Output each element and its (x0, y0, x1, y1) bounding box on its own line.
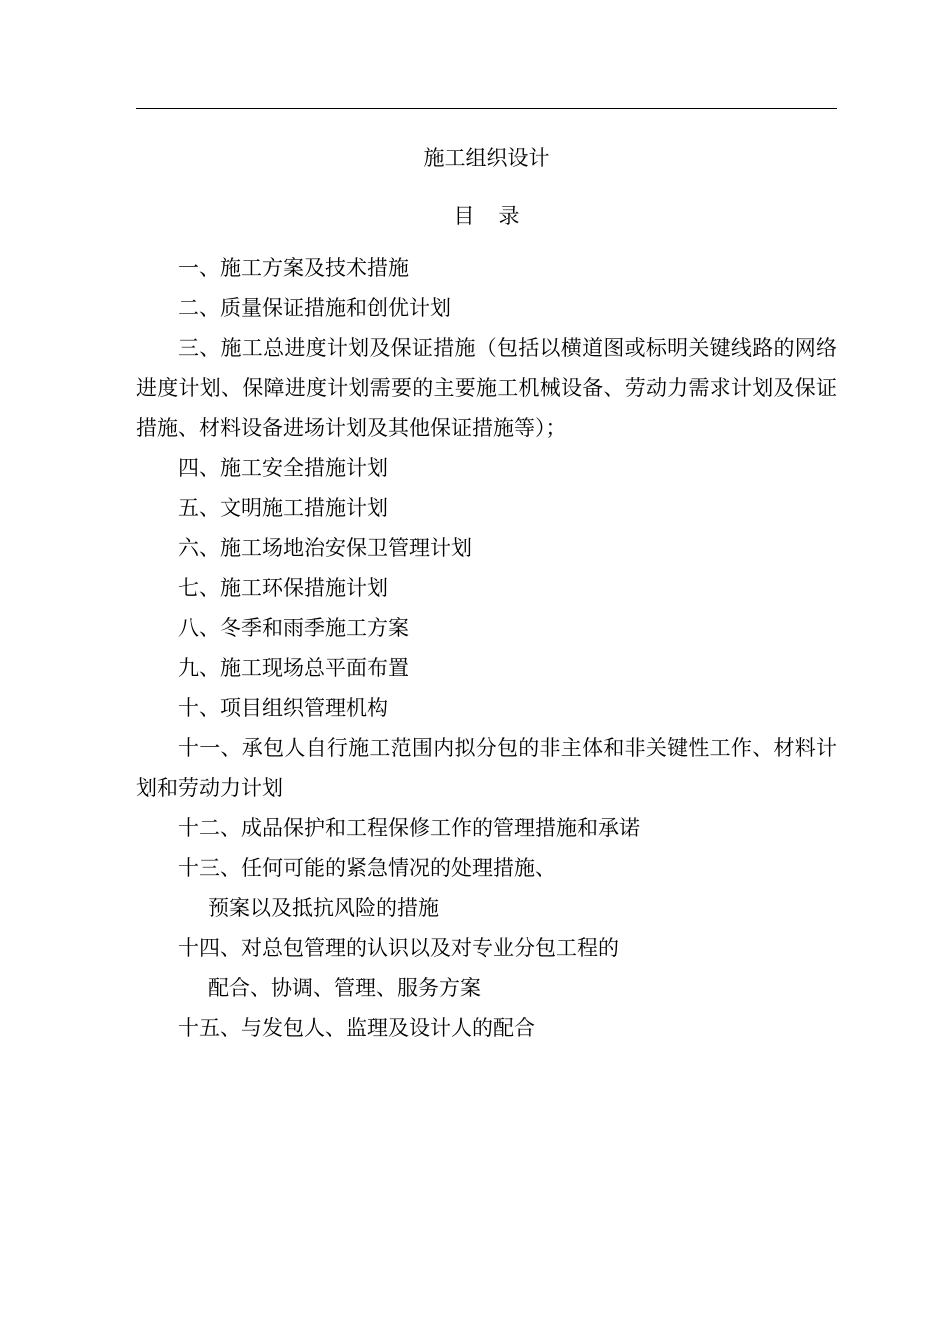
toc-item-12: 十二、成品保护和工程保修工作的管理措施和承诺 (178, 816, 640, 840)
header-rule (136, 108, 837, 109)
toc-item-13: 十三、任何可能的紧急情况的处理措施、 (178, 856, 556, 880)
toc-item-11: 十一、承包人自行施工范围内拟分包的非主体和非关键性工作、材料计划和劳动力计划 (136, 736, 837, 800)
toc-item-1: 一、施工方案及技术措施 (178, 256, 409, 280)
toc-item-10: 十、项目组织管理机构 (178, 696, 388, 720)
table-of-contents (136, 248, 837, 1048)
toc-item-3: 三、施工总进度计划及保证措施（包括以横道图或标明关键线路的网络进度计划、保障进度计划需要的主要施工机械设备、劳动力需求计划及保证措施、材料设备进场计划及其他保证措施等）； (136, 336, 837, 440)
toc-item-13-continued: 预案以及抵抗风险的措施 (208, 896, 439, 920)
toc-item-5: 五、文明施工措施计划 (178, 496, 388, 520)
toc-item-6: 六、施工场地治安保卫管理计划 (178, 536, 472, 560)
toc-item-15: 十五、与发包人、监理及设计人的配合 (178, 1016, 535, 1040)
toc-heading: 目录 (453, 204, 544, 228)
toc-item-14: 十四、对总包管理的认识以及对专业分包工程的 (178, 936, 619, 960)
toc-item-9: 九、施工现场总平面布置 (178, 656, 409, 680)
toc-item-7: 七、施工环保措施计划 (178, 576, 388, 600)
toc-item-2: 二、质量保证措施和创优计划 (178, 296, 451, 320)
toc-item-14-continued: 配合、协调、管理、服务方案 (208, 976, 481, 1000)
toc-item-8: 八、冬季和雨季施工方案 (178, 616, 409, 640)
document-title: 施工组织设计 (423, 146, 550, 170)
toc-item-4: 四、施工安全措施计划 (178, 456, 388, 480)
